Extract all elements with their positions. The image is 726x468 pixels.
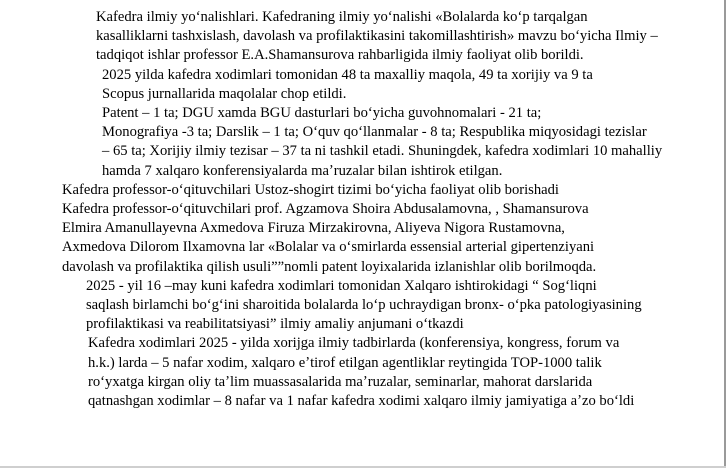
text-line: tadqiqot ishlar professor E.A.Shamansurova rahbarligida ilmiy faoliyat olib borildi.	[96, 47, 584, 64]
text-line: saqlash birlamchi boʻgʻini sharoitida bolalarda loʻp uchraydigan bronx- oʻpka patologiyasining	[86, 297, 642, 314]
paragraph-mentorship	[62, 181, 684, 200]
text-line: Kafedra professor-oʻqituvchilari Ustoz-shogirt tizimi boʻyicha faoliyat olib borishadi	[62, 181, 559, 198]
text-line: Patent – 1 ta; DGU xamda BGU dasturlari boʻyicha guvohnomalari - 21 ta;	[102, 105, 542, 122]
text-line: Monografiya -3 ta; Darslik – 1 ta; Oʻquv qoʻllanmalar - 8 ta; Respublika miqyosidagi tezislar	[102, 124, 647, 141]
text-line: Elmira Amanullayevna Axmedova Firuza Mirzakirovna, Aliyeva Nigora Rustamovna,	[62, 220, 565, 237]
paragraph-research-direction	[62, 8, 684, 66]
text-line: qatnashgan xodimlar – 8 nafar va 1 nafar kafedra xodimi xalqaro ilmiy jamiyatiga aʼzo boʻldi	[88, 393, 635, 410]
text-line: hamda 7 xalqaro konferensiyalarda maʼruzalar bilan ishtirok etilgan.	[102, 162, 503, 179]
document-page	[62, 8, 684, 411]
text-line: 2025 yilda kafedra xodimlari tomonidan 48 ta maxalliy maqola, 49 ta xorijiy va 9 ta	[102, 66, 593, 83]
text-line: Kafedra xodimlari 2025 - yilda xorijga ilmiy tadbirlarda (konferensiya, kongress, forum va	[88, 335, 620, 352]
paragraph-conference	[62, 277, 684, 335]
text-line: roʻyxatga kirgan oliy taʼlim muassasalarida maʼruzalar, seminarlar, mahorat darslarida	[88, 373, 593, 390]
text-line: 2025 - yil 16 –may kuni kafedra xodimlari tomonidan Xalqaro ishtirokidagi “ Sogʻliqni	[86, 277, 597, 294]
text-line: Kafedra professor-oʻqituvchilari prof. Agzamova Shoira Abdusalamovna, , Shamansurova	[62, 201, 589, 218]
text-line: kasalliklarni tashxislash, davolash va profilaktikasini takomillashtirish» mavzu boʻyicha Ilmiy –	[96, 28, 658, 45]
paragraph-publications	[62, 66, 684, 104]
text-line: Axmedova Dilorom Ilxamovna lar «Bolalar va oʻsmirlarda essensial arterial gipertenziyani	[62, 239, 595, 256]
text-line: Scopus jurnallarida maqolalar chop etildi.	[102, 85, 347, 102]
text-line: h.k.) larda – 5 nafar xodim, xalqaro eʼtirof etilgan agentliklar reytingida TOP-1000 talik	[88, 354, 602, 371]
paragraph-international-events	[62, 334, 684, 411]
text-line: Kafedra ilmiy yoʻnalishlari. Kafedraning ilmiy yoʻnalishi «Bolalarda koʻp tarqalgan	[96, 9, 588, 25]
text-line: davolash va profilaktika qilish usuli””nomli patent loyixalarida izlanishlar olib borilmoqda.	[62, 258, 597, 275]
text-line: – 65 ta; Xorijiy ilmiy tezisar – 37 ta ni tashkil etadi. Shuningdek, kafedra xodimlari 10 mahalliy	[102, 143, 663, 160]
paragraph-patent-projects	[62, 200, 684, 277]
paragraph-patents-and-works	[62, 104, 684, 181]
text-line: profilaktikasi va reabilitatsiyasi” ilmiy amaliy anjumani oʻtkazdi	[86, 316, 464, 333]
